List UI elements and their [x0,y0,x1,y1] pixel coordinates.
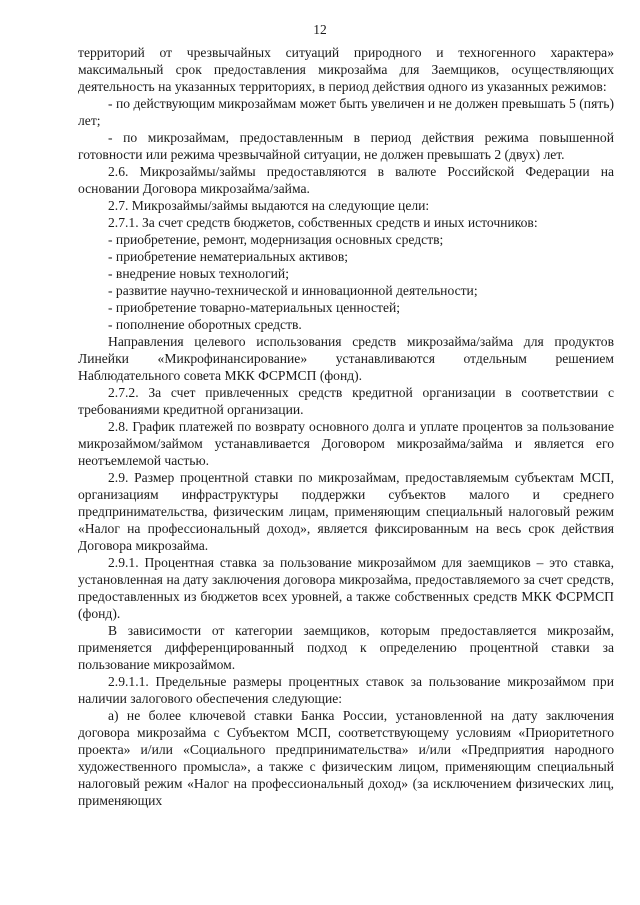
paragraph-2-8: 2.8. График платежей по возврату основного долга и уплате процентов за пользование микрозаймом/займом устанавливается Договором микрозайма/займа и является его неотъемлемой частью. [78,419,614,468]
list-item-intangible-assets: - приобретение нематериальных активов; [108,249,349,264]
list-item-fixed-assets: - приобретение, ремонт, модернизация основных средств; [108,232,444,247]
page-body [78,44,614,809]
paragraph-2-9-1: 2.9.1. Процентная ставка за пользование микрозаймом для заемщиков – это ставка, установленная на дату заключения договора микрозайма, предоставляемого за счет средств, предоставленных из бюджетов всех уровней, а также собственных средств МКК ФСРМСП (фонд). [78,555,614,621]
paragraph-differentiated-approach: В зависимости от категории заемщиков, которым предоставляется микрозайм, применяется дифференцированный подход к определению процентной ставки за пользование микрозаймом. [78,623,614,672]
paragraph-2-9-1-1: 2.9.1.1. Предельные размеры процентных ставок за пользование микрозаймом при наличии залогового обеспечения следующие: [78,674,614,706]
list-item-innovation: - развитие научно-технической и инновационной деятельности; [108,283,478,298]
paragraph-2-7-2: 2.7.2. За счет привлеченных средств кредитной организации в соответствии с требованиями кредитной организации. [78,385,614,417]
paragraph-item-a: а) не более ключевой ставки Банка России, установленной на дату заключения договора микрозайма с Субъектом МСП, соответствующему условиям «Приоритетного проекта» и/или «Социального предпринимательства» и/или «Предприятия народного художественного промысла», а также с физическим лицом, применяющим специальный налоговый режим «Налог на профессиональный доход» (за исключением физических лиц, применяющих [78,708,614,808]
paragraph-dash-existing-loans: - по действующим микрозаймам может быть увеличен и не должен превышать 5 (пять) лет; [78,96,614,128]
list-item-new-technologies: - внедрение новых технологий; [108,266,289,281]
paragraph-continuation: территорий от чрезвычайных ситуаций природного и техногенного характера» максимальный срок предоставления микрозайма для Заемщиков, осуществляющих деятельность на указанных территориях, в период действия одного из указанных режимов: [78,45,614,94]
paragraph-target-directions: Направления целевого использования средств микрозайма/займа для продуктов Линейки «Микрофинансирование» устанавливаются отдельным решением Наблюдательного совета МКК ФСРМСП (фонд). [78,334,614,383]
list-item-inventory: - приобретение товарно-материальных ценностей; [108,300,401,315]
paragraph-2-9: 2.9. Размер процентной ставки по микрозаймам, предоставляемым субъектам МСП, организациям инфраструктуры поддержки субъектов малого и среднего предпринимательства, физическим лицам, применяющим специальный налоговый режим «Налог на профессиональный доход», является фиксированным на весь срок действия Договора микрозайма. [78,470,614,553]
paragraph-2-6: 2.6. Микрозаймы/займы предоставляются в валюте Российской Федерации на основании Договора микрозайма/займа. [78,164,614,196]
list-item-working-capital: - пополнение оборотных средств. [108,317,302,332]
paragraph-2-7: 2.7. Микрозаймы/займы выдаются на следующие цели: [108,198,430,213]
paragraph-dash-emergency-loans: - по микрозаймам, предоставленным в период действия режима повышенной готовности или режима чрезвычайной ситуации, не должен превышать 2 (двух) лет. [78,130,614,162]
page-number: 12 [313,22,327,37]
paragraph-2-7-1: 2.7.1. За счет средств бюджетов, собственных средств и иных источников: [108,215,538,230]
